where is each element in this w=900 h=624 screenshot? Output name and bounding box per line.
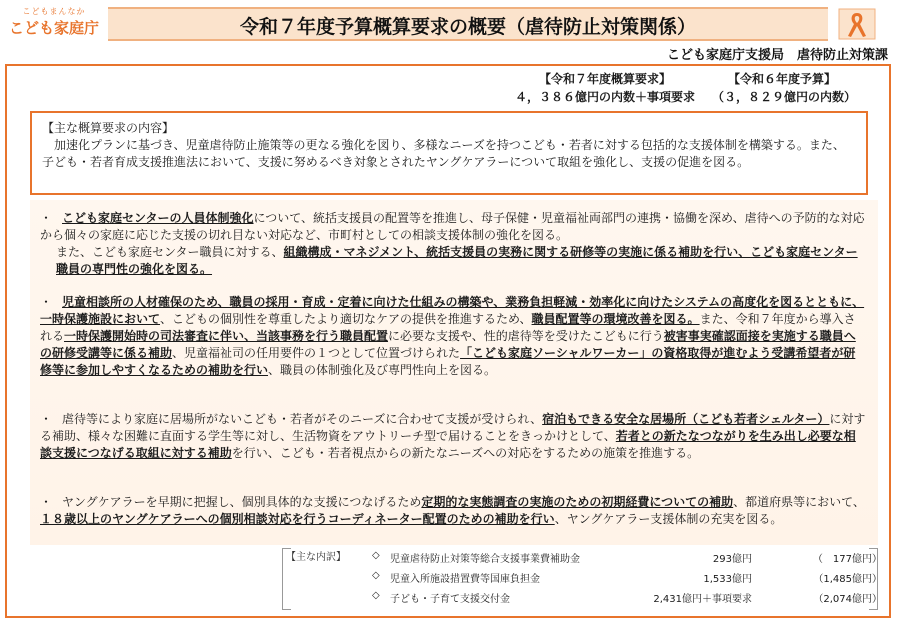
p2-text-d: また、令和７年度から導入される [40, 312, 856, 343]
p4-highlight-d: １８歳以上のヤングケアラーへの個別相談対応を行うコーディネーター配置のための補助を行い [40, 512, 555, 526]
bullet: ・ [40, 412, 53, 426]
bullet: ・ [40, 295, 53, 309]
diamond-icon: ◇ [372, 590, 380, 601]
budget-request [505, 70, 705, 106]
summary-box [30, 111, 868, 195]
item-amount: 2,431億円＋事項要求 [653, 594, 752, 605]
p2-highlight-i: 「こども家庭ソーシャルワーカー」の資格取得が進むよう受講希望者が研修等に参加しやすくなるための補助を行い [40, 346, 856, 377]
p2-highlight-e: 一時保護開始時の司法審査に伴い、当該事務を行う職員配置 [64, 329, 389, 343]
diamond-icon: ◇ [372, 570, 380, 581]
title-bar [108, 7, 828, 41]
p3-highlight-d: 若者との新たなつながりを生み出し必要な相談支援につなげる取組に対する補助 [40, 429, 856, 460]
paragraph-child-guidance [40, 294, 866, 379]
budget-current [712, 70, 857, 106]
logo-name: こども家庭庁 [8, 19, 99, 37]
bullet: ・ [40, 211, 53, 225]
item-prev-amount: （2,074億円） [813, 594, 882, 605]
summary-body: 加速化プランに基づき、児童虐待防止施策等の更なる強化を図り、多様なニーズを持つこども・若者に対する包括的な支援体制を構築する。また、子ども・若者育成支援推進法において、支援に努めるべき対象とされたヤングケアラーについて取組を強化し、支援の促進を図る。 [42, 138, 845, 169]
p2-highlight-c: 職員配置等の環境改善を図る。 [531, 312, 700, 326]
list-item [372, 550, 882, 568]
department-name: こども家庭庁支援局 虐待防止対策課 [666, 48, 888, 63]
p4-highlight-b: 定期的な実態調査の実施のための初期経費についての補助 [421, 495, 734, 509]
budget-request-label: 【令和７年度概算要求】 [538, 72, 671, 86]
paragraph-young-carers [40, 494, 866, 528]
item-name: 児童入所施設措置費等国庫負担金 [390, 574, 540, 585]
p3-text-c: に対する補助、様々な困難に直面する学生等に対し、生活物資をアウトリーチ型で届けることをきっかけとして、 [40, 412, 866, 443]
p2-text-f: に必要な支援や、性的虐待等を受けたこどもに行う [388, 329, 664, 343]
p4-text-c: 、都道府県等において、 [733, 495, 865, 509]
list-item [372, 590, 882, 608]
breakdown-label: 【主な内訳】 [286, 552, 346, 563]
budget-request-value: ４，３８６億円の内数＋事項要求 [514, 90, 695, 104]
p4-text-a: ヤングケアラーを早期に把握し、個別具体的な支援につなげるため [62, 495, 422, 509]
p3-highlight-b: 宿泊もできる安全な居場所（こども若者シェルター） [542, 412, 830, 426]
budget-current-value: （３，８２９億円の内数） [712, 90, 857, 104]
list-item [372, 570, 882, 588]
paragraph-center-staffing [40, 210, 866, 278]
p2-highlight-g: 被害事実確認面接を実施する職員への研修受講等に係る補助 [40, 329, 856, 360]
item-prev-amount: （ 177億円） [812, 554, 882, 565]
breakdown-list [286, 548, 882, 610]
p1-highlight-a: こども家庭センターの人員体制強化 [62, 211, 254, 225]
item-prev-amount: （1,485億円） [813, 574, 882, 585]
bullet: ・ [40, 495, 53, 509]
item-amount: 1,533億円 [703, 574, 752, 585]
p1-text-b: について、統括支援員の配置等を推進し、母子保健・児童福祉両部門の連携・協働を深め、虐待への予防的な対応から個々の家庭に応じた支援の切れ目ない対応など、市町村としての相談支援体制の強化を図る。 [40, 211, 865, 242]
diamond-icon: ◇ [372, 550, 380, 561]
budget-current-label: 【令和６年度予算】 [727, 72, 836, 86]
summary-title: 【主な概算要求の内容】 [42, 121, 175, 135]
item-name: 児童虐待防止対策等総合支援事業費補助金 [390, 554, 580, 565]
orange-ribbon-icon [838, 8, 876, 40]
p2-text-j: 、職員の体制強化及び専門性向上を図る。 [268, 363, 497, 377]
item-name: 子ども・子育て支援交付金 [390, 594, 510, 605]
p3-text-e: を行い、こども・若者視点からの新たなニーズへの対応をするための施策を推進する。 [231, 446, 700, 460]
p3-text-a: 虐待等により家庭に居場所がないこども・若者がそのニーズに合わせて支援が受けられ、 [62, 412, 543, 426]
agency-logo [6, 6, 102, 46]
item-amount: 293億円 [712, 554, 752, 565]
paragraph-shelter [40, 411, 866, 462]
page-title: 令和７年度予算概算要求の概要（虐待防止対策関係） [239, 16, 696, 38]
p1-highlight-d: 組織構成・マネジメント、統括支援員の実務に関する研修等の実施に係る補助を行い、こども家庭センター職員の専門性の強化を図る。 [56, 245, 858, 276]
p4-text-e: 、ヤングケアラー支援体制の充実を図る。 [554, 512, 783, 526]
p2-highlight-a: 児童相談所の人材確保のため、職員の採用・育成・定着に向けた仕組みの構築や、業務負担軽減・効率化に向けたシステムの高度化を図るとともに、一時保護施設において [40, 295, 865, 326]
logo-tagline: こどもまんなか [22, 7, 86, 16]
p2-text-h: 、児童福祉司の任用要件の１つとして位置づけられた [172, 346, 461, 360]
p1-text-c: また、こども家庭センター職員に対する、 [56, 245, 284, 259]
p2-text-b: 、こどもの個別性を尊重したより適切なケアの提供を推進するため、 [160, 312, 532, 326]
